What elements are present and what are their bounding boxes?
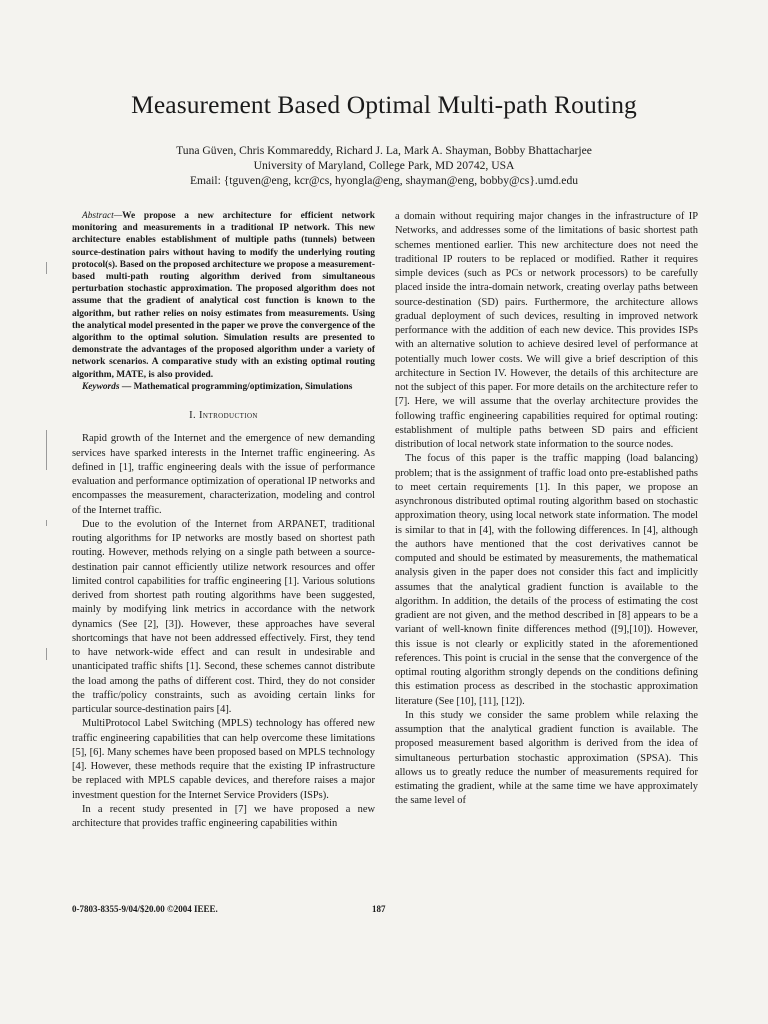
left-column <box>72 210 375 831</box>
body-paragraph: The focus of this paper is the traffic mapping (load balancing) problem; that is the assignment of traffic load onto pre-established paths to meet certain requirements [1]. In this paper, we propose an asynchronous distributed optimal routing algorithm based on stochastic approximation theory, using local network state information. The model is similar to that in [4], with the following differences. In [4], although the authors have mentioned that the cost derivatives cannot be computed and should be estimated by measurements, the mathematical analysis given in the paper does not consider this fact and implicitly assumes that the analytical gradient function is available to the algorithm. In addition, the details of the process of estimating the cost gradient are not given, and the method described in [8] appears to be a variant of well-known finite differences method ([9],[10]). However, this issue is not clearly or explicitly stated in the aforementioned references. This point is crucial in the sense that the convergence of the optimal routing algorithm strongly depends on the conditions defining this estimation process as described in the stochastic approximation literature (See [10], [11], [12]). <box>395 453 698 707</box>
body-paragraph: MultiProtocol Label Switching (MPLS) technology has offered new traffic engineering capabilities that can help overcome these limitations [5], [6]. Many schemes have been proposed based on MPLS technology [4]. However, these methods require that the existing IP infrastructure be replaced with MPLS capable devices, and therefore raises a major investment question for the Internet Service Providers (ISPs). <box>72 718 375 801</box>
keywords-label: Keywords <box>82 381 120 392</box>
scan-margin-mark <box>46 430 47 470</box>
scan-margin-mark <box>46 648 47 660</box>
body-paragraph: Rapid growth of the Internet and the emergence of new demanding services have sparked interests in the Internet traffic engineering. As defined in [1], traffic engineering deals with the issue of performance evaluation and performance optimization of operational IP networks and encompasses the measurement, characterization, modeling and control of the Internet traffic. <box>72 433 375 516</box>
abstract <box>72 210 375 381</box>
paper-title: Measurement Based Optimal Multi-path Routing <box>131 90 637 119</box>
email-line: Email: {tguven@eng, kcr@cs, hyongla@eng, shayman@eng, bobby@cs}.umd.edu <box>189 174 579 187</box>
author-block <box>0 143 768 188</box>
section-heading: I. Introduction <box>189 410 258 422</box>
affiliation: University of Maryland, College Park, MD 20742, USA <box>253 159 515 172</box>
keywords <box>72 381 375 393</box>
body-paragraph: In a recent study presented in [7] we have proposed a new architecture that provides traffic engineering capabilities within <box>72 803 375 830</box>
keywords-text: — Mathematical programming/optimization, Simulations <box>119 381 353 392</box>
abstract-label: Abstract— <box>82 211 123 221</box>
body-paragraph: Due to the evolution of the Internet from ARPANET, traditional routing algorithms for IP networks are mostly based on shortest path routing. However, methods relying on a single path between a source-destination pair cannot efficiently utilize network resources and offer limited control capabilities for traffic engineering [1]. Various solutions derived from shortest path routing algorithms have been suggested, mainly by modifying link metrics in accordance with the network dynamics (See [2], [3]). However, these approaches have several shortcomings that have not been addressed effectively. First, they tend to have network-wide effect and can result in undesirable and unanticipated traffic shifts [1]. Second, these schemes cannot distribute the load among the paths of different cost. Third, they do not consider the traffic/policy constraints, such as avoiding certain links for particular source-destination pairs [4]. <box>72 518 375 716</box>
right-column <box>395 210 698 831</box>
abstract-text: We propose a new architecture for efficient network monitoring and measurements in a traditional IP network. This new architecture enables establishment of multiple paths (tunnels) between source-destination pairs without having to modify the underlying routing protocol(s). Based on the proposed architecture we propose a measurement-based multi-path routing algorithm derived from simultaneous perturbation stochastic approximation. The proposed algorithm does not assume that the gradient of analytical cost function is known to the algorithm, but rather relies on noisy estimates from measurements. Using the analytical model presented in the paper we prove the convergence of the algorithm to the optimal solution. Simulation results are presented to demonstrate the advantages of the proposed algorithm under a variety of network scenarios. A comparative study with an existing optimal routing algorithm, MATE, is also provided. <box>72 211 375 380</box>
scan-margin-mark <box>46 262 47 274</box>
body-paragraph: In this study we consider the same problem while relaxing the assumption that the analytical gradient function is available. The proposed measurement based algorithm is derived from the idea of simultaneous perturbation stochastic approximation (SPSA). This allows us to greatly reduce the number of measurements required for estimating the gradient, while at the same time we have approximately the same level of <box>395 709 698 807</box>
page-number: 187 <box>372 904 386 914</box>
scan-margin-mark <box>46 520 47 526</box>
two-column-body <box>72 210 698 831</box>
author-list: Tuna Güven, Chris Kommareddy, Richard J. La, Mark A. Shayman, Bobby Bhattacharjee <box>176 144 592 157</box>
body-paragraph: a domain without requiring major changes in the infrastructure of IP Networks, and addresses some of the limitations of basic shortest path schemes mentioned earlier. This new architecture does not need the traditional IP routers to be replaced or modified. Rather it requires simple devices (such as PCs or network processors) to be carefully placed inside the intra-domain network, creating overlay paths between source-destination (SD) pairs. Furthermore, the architecture allows gradual deployment of such devices, resulting in improved network performance with the addition of each new device. This provides ISPs with an alternative solution to achieve desired level of performance at potentially much lower costs. We will give a brief description of this architecture in Section IV. However, the details of this architecture are not the subject of this paper. For more details on the architecture refer to [7]. Here, we will assume that the overlay architecture provides the following traffic engineering capabilities required for optimal routing: establishment of multiple paths between SD pairs and efficient distribution of local network state information to the source nodes. <box>395 211 698 450</box>
copyright-footer: 0-7803-8355-9/04/$20.00 ©2004 IEEE. <box>72 904 218 914</box>
